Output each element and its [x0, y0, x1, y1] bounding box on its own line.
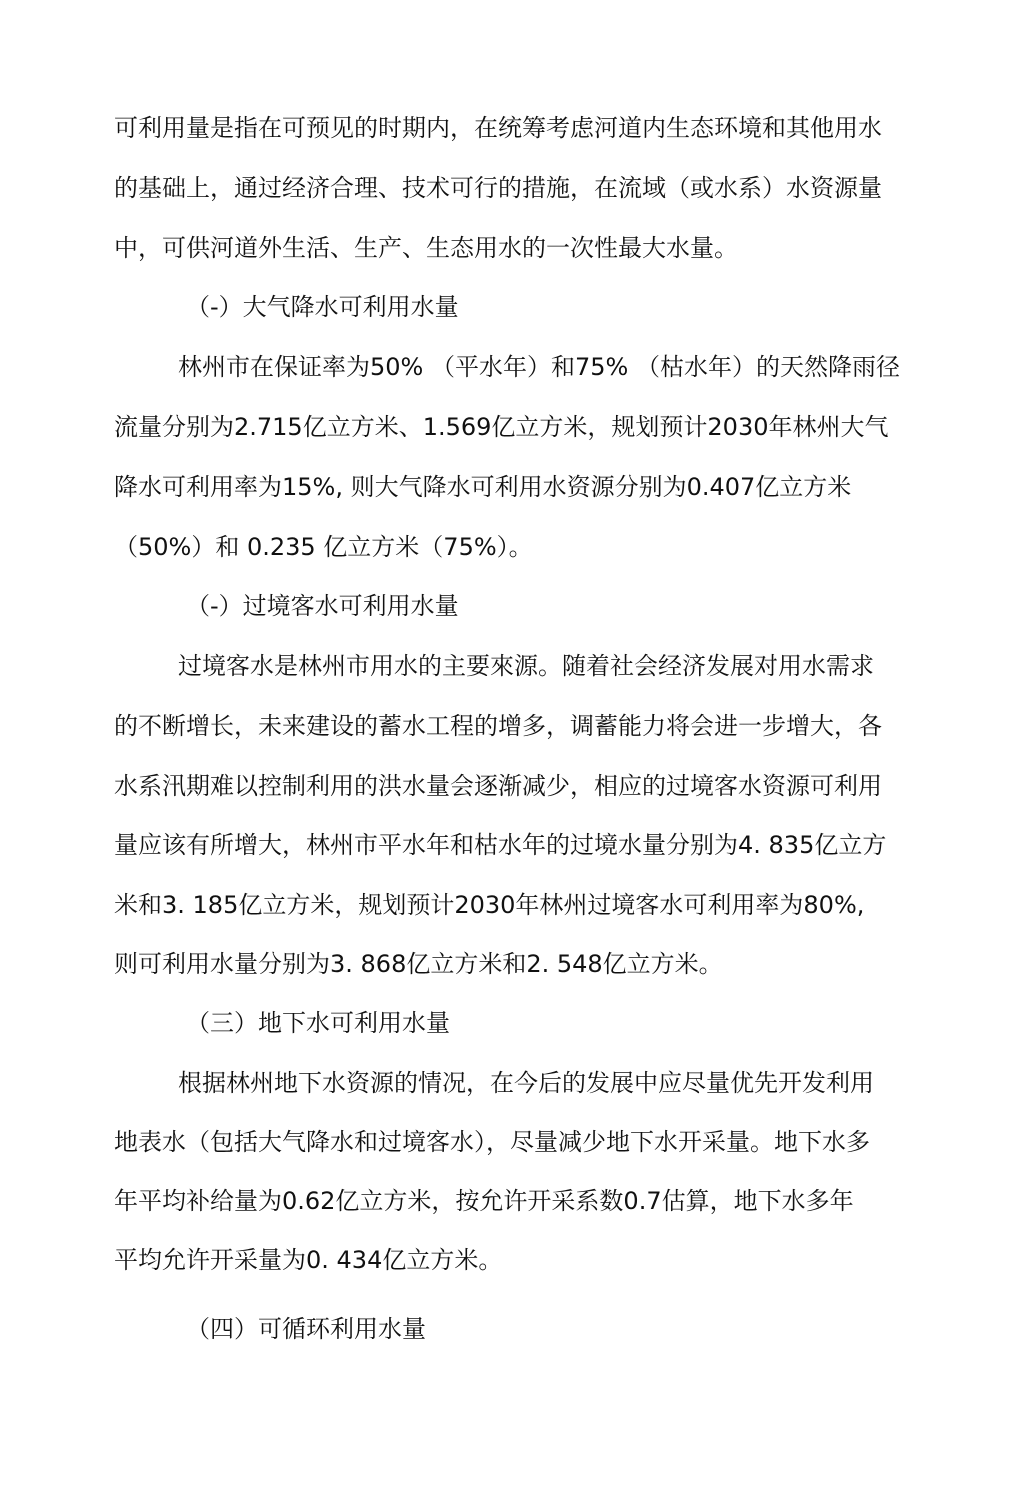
- paragraph-line: 的不断增长，未来建设的蓄水工程的增多，调蓄能力将会进一步增大，各: [114, 712, 882, 740]
- paragraph-line: 平均允许开采量为0. 434亿立方米。: [114, 1246, 503, 1274]
- paragraph-line: 年平均补给量为0.62亿立方米，按允许开采系数0.7估算，地下水多年: [114, 1187, 854, 1215]
- section-heading: （-）大气降水可利用水量: [186, 293, 459, 321]
- section-heading: （-）过境客水可利用水量: [186, 592, 459, 620]
- paragraph-line: 根据林州地下水资源的情况，在今后的发展中应尽量优先开发利用: [178, 1069, 874, 1097]
- section-heading: （三）地下水可利用水量: [186, 1009, 450, 1037]
- section-heading: （四）可循环利用水量: [186, 1315, 426, 1343]
- paragraph-line: 中，可供河道外生活、生产、生态用水的一次性最大水量。: [114, 234, 738, 262]
- paragraph-line: 的基础上，通过经济合理、技术可行的措施，在流域（或水系）水资源量: [114, 174, 882, 202]
- paragraph-line: 林州市在保证率为50% （平水年）和75% （枯水年）的天然降雨径: [178, 353, 900, 381]
- paragraph-line: 可利用量是指在可预见的时期内，在统筹考虑河道内生态环境和其他用水: [114, 114, 882, 142]
- paragraph-line: （50%）和 0.235 亿立方米（75%）。: [114, 533, 533, 561]
- paragraph-line: 流量分别为2.715亿立方米、1.569亿立方米，规划预计2030年林州大气: [114, 413, 889, 441]
- paragraph-line: 水系汛期难以控制利用的洪水量会逐渐减少，相应的过境客水资源可利用: [114, 772, 882, 800]
- paragraph-line: 量应该有所增大，林州市平水年和枯水年的过境水量分别为4. 835亿立方: [114, 831, 887, 859]
- paragraph-line: 地表水（包括大气降水和过境客水），尽量减少地下水开采量。地下水多: [114, 1128, 870, 1156]
- paragraph-line: 过境客水是林州市用水的主要來源。随着社会经济发展对用水需求: [178, 652, 874, 680]
- paragraph-line: 则可利用水量分别为3. 868亿立方米和2. 548亿立方米。: [114, 950, 723, 978]
- paragraph-line: 米和3. 185亿立方米，规划预计2030年林州过境客水可利用率为80%,: [114, 891, 865, 919]
- paragraph-line: 降水可利用率为15%, 则大气降水可利用水资源分别为0.407亿立方米: [114, 473, 852, 501]
